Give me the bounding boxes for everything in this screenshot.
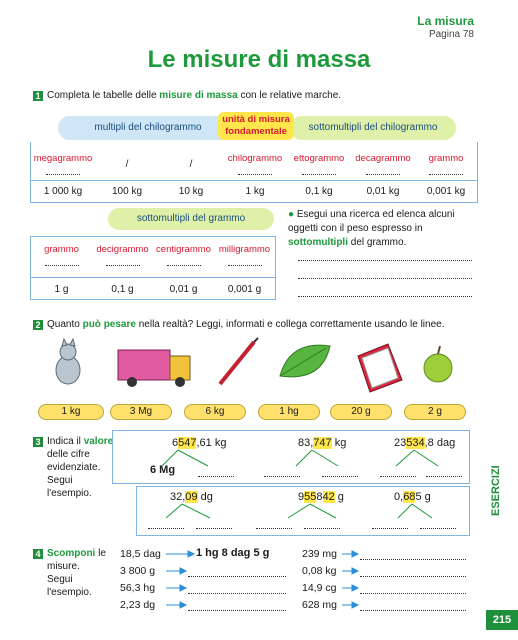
weight-label-2g[interactable]: 2 g [404,404,466,420]
header-centigrammo: centigrammo [153,237,214,273]
header-decagrammo: decagrammo [351,142,415,186]
decompose-row: 14,9 cg [302,582,337,594]
multiples-table [30,142,478,203]
answer-blank[interactable] [322,466,358,477]
banner-submultiples: sottomultipli del chilogrammo [290,116,456,140]
value-cell: 1 000 kg [43,185,83,197]
page-number: 215 [486,610,518,630]
value-cell: 1 g [54,283,69,295]
exercise-3-instruction: Indica il valore delle cifre evidenziate. Segui l'esempio. [47,436,114,499]
decompose-row: 3 800 g [120,565,156,577]
header-megagrammo: megagrammo [31,142,95,186]
header-blank-2: / [189,158,193,170]
answer-line[interactable] [298,296,472,297]
exercise-1-instruction: Completa le tabelle delle misure di massa con le relative marche. [47,90,342,101]
header-blank-1: / [125,158,129,170]
gram-table [30,236,276,300]
answer-blank[interactable] [264,466,300,477]
exercise-2-instruction: Quanto può pesare nella realtà? Leggi, informati e collega correttamente usando le linee. [47,319,445,330]
answer-blank[interactable] [304,518,340,529]
value-cell: 0,001 g [227,283,262,295]
leaf-icon [280,345,330,377]
exercise-4-number: 4 [33,549,43,559]
answer-blank[interactable] [372,518,408,529]
decompose-row: 628 mg [302,599,338,611]
header-milligrammo: milligrammo [214,237,275,273]
number-item-3: 23534,8 dag [394,437,456,449]
apple-icon [424,346,452,382]
exercise-2-number: 2 [33,320,43,330]
answer-blank[interactable] [256,518,292,529]
value-cell: 0,001 kg [426,185,466,197]
exercise-4-instruction: Scomponi le misure. Segui l'esempio. [47,548,106,598]
decompose-example-answer: 1 hg 8 dag 5 g [196,547,270,559]
side-tab-exercises: ESERCIZI [484,420,518,520]
decompose-row: 18,5 dag [120,548,161,560]
header-decigrammo: decigrammo [92,237,153,273]
answer-line[interactable] [298,278,472,279]
answer-line[interactable] [298,260,472,261]
decompose-blank[interactable] [360,583,466,594]
weight-label-1kg[interactable]: 1 kg [38,404,104,420]
decompose-row: 0,08 kg [302,565,337,577]
value-cell: 100 kg [111,185,143,197]
value-cell: 0,01 g [169,283,198,295]
truck-icon [118,350,190,387]
section-title: La misura [417,14,474,28]
value-cell: 1 kg [245,185,265,197]
header-grammo: grammo [415,142,477,186]
decompose-blank[interactable] [188,583,286,594]
decompose-row: 56,3 hg [120,582,156,594]
page-title: Le misure di massa [147,46,371,73]
answer-blank[interactable] [196,518,232,529]
number-item-6: 0,685 g [394,491,431,503]
example-answer: 6 Mg [150,464,176,476]
header-ettogrammo: ettogrammo [287,142,351,186]
pen-icon [220,338,258,384]
decompose-blank[interactable] [360,549,466,560]
arrows-row-2 [136,502,468,520]
decompose-row: 239 mg [302,548,338,560]
decompose-blank[interactable] [188,600,286,611]
decompose-blank[interactable] [360,600,466,611]
research-text: ● Esegui una ricerca ed elenca alcuni oggetti con il peso espresso in sottomultipli del grammo. [288,209,455,248]
header-chilogrammo: chilogrammo [223,142,287,186]
weight-label-3mg[interactable]: 3 Mg [110,404,172,420]
banner-multiples: multipli del chilogrammo [58,116,238,140]
exercise-1-number: 1 [33,91,43,101]
decompose-blank[interactable] [360,566,466,577]
value-cell: 0,01 kg [366,185,400,197]
decompose-row: 2,23 dg [120,599,156,611]
cat-icon [56,339,80,384]
header-grammo-2: grammo [31,237,92,273]
page-ref: Pagina 78 [428,29,474,40]
banner-gram-submultiples: sottomultipli del grammo [108,208,274,230]
decompose-blank[interactable] [188,566,286,577]
value-cell: 10 kg [178,185,204,197]
answer-blank[interactable] [426,466,462,477]
number-item-1: 6547,61 kg [172,437,227,449]
objects-illustration [40,336,480,396]
answer-blank[interactable] [420,518,456,529]
weight-label-6kg[interactable]: 6 kg [184,404,246,420]
book-icon [358,344,402,392]
value-cell: 0,1 g [111,283,134,295]
exercise-3-number: 3 [33,437,43,447]
value-cell: 0,1 kg [305,185,333,197]
answer-blank[interactable] [198,466,234,477]
number-item-5: 955842 g [298,491,344,503]
answer-blank[interactable] [148,518,184,529]
weight-label-20g[interactable]: 20 g [330,404,392,420]
banner-fundamental: unità di misura fondamentale [218,112,294,140]
answer-blank[interactable] [380,466,416,477]
number-item-4: 32,09 dg [170,491,213,503]
number-item-2: 83,747 kg [298,437,347,449]
weight-label-1hg[interactable]: 1 hg [258,404,320,420]
